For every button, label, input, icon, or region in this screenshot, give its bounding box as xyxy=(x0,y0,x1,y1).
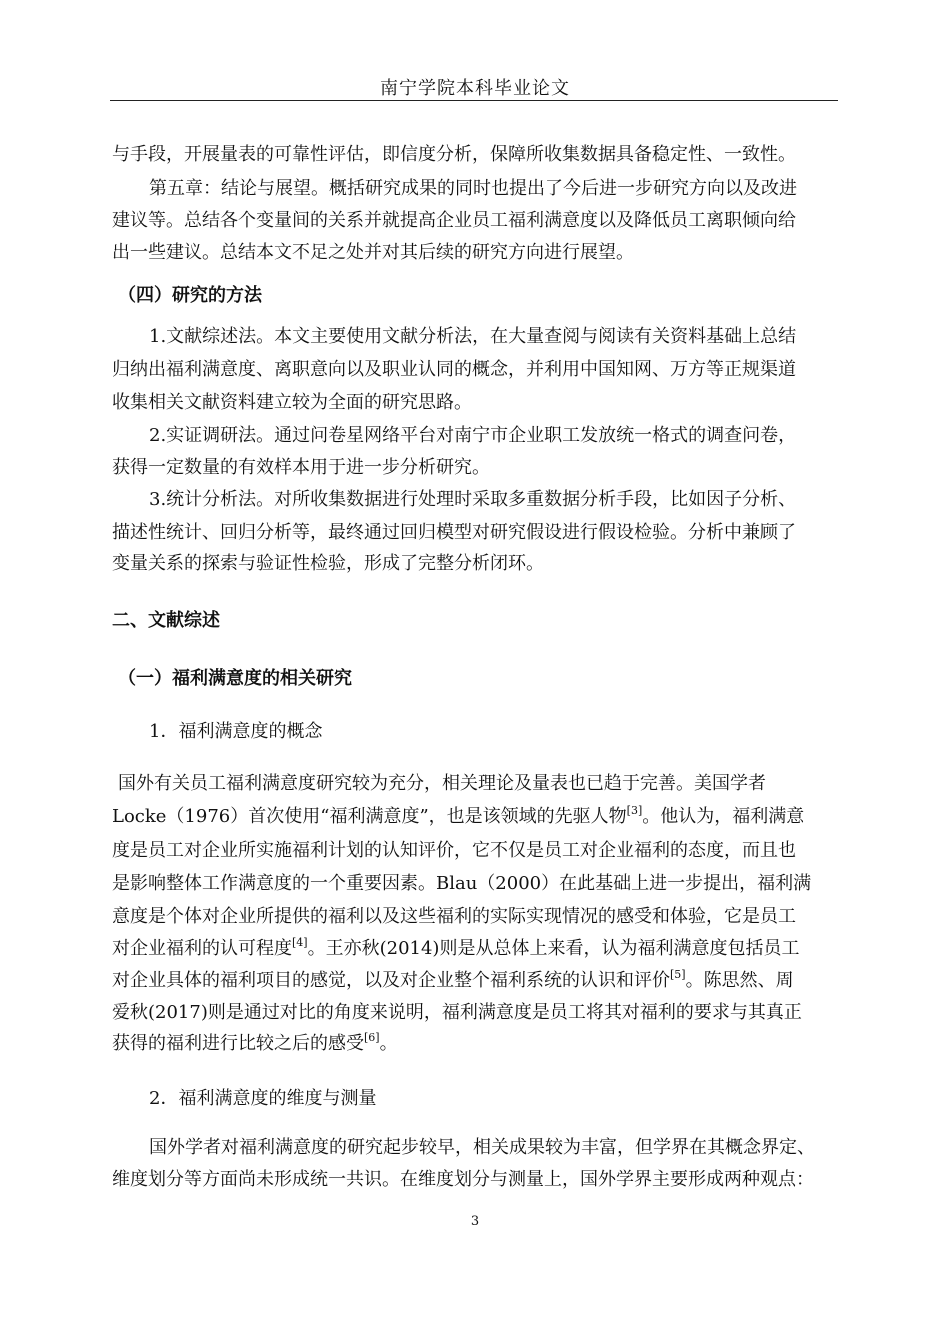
paragraph-line: 意度是个体对企业所提供的福利以及这些福利的实际实现情况的感受和体验，它是员工 xyxy=(112,906,796,927)
paragraph-line: 变量关系的探索与验证性检验，形成了完整分析闭环。 xyxy=(112,553,544,574)
paragraph-line: 度是员工对企业所实施福利计划的认知评价，它不仅是员工对企业福利的态度，而且也 xyxy=(112,840,796,861)
text-run: 对企业具体的福利项目的感觉，以及对企业整个福利系统的认识和评价 xyxy=(112,970,670,991)
paragraph-line: 2.实证调研法。通过问卷星网络平台对南宁市企业职工发放统一格式的调查问卷， xyxy=(149,425,797,446)
paragraph-line: 收集相关文献资料建立较为全面的研究思路。 xyxy=(112,392,472,413)
text-run: 对企业福利的认可程度 xyxy=(112,938,292,959)
page-number: 3 xyxy=(470,1214,480,1229)
paragraph-line: 国外有关员工福利满意度研究较为充分，相关理论及量表也已趋于完善。美国学者 xyxy=(118,773,766,794)
paragraph-line: 3.统计分析法。对所收集数据进行处理时采取多重数据分析手段，比如因子分析、 xyxy=(149,489,797,510)
text-run: 。王亦秋(2014)则是从总体上来看，认为福利满意度包括员工 xyxy=(307,938,800,959)
paragraph-line xyxy=(112,1031,840,1057)
text-run: 。 xyxy=(379,1033,398,1054)
paragraph-line: 与手段，开展量表的可靠性评估，即信度分析，保障所收集数据具备稳定性、一致性。 xyxy=(112,144,796,165)
paragraph-line: 爱秋(2017)则是通过对比的角度来说明，福利满意度是员工将其对福利的要求与其真正 xyxy=(112,1002,802,1023)
text-run: 。他认为，福利满意 xyxy=(642,806,805,827)
paragraph-line: 是影响整体工作满意度的一个重要因素。Blau（2000）在此基础上进一步提出，福利满 xyxy=(112,873,812,894)
subsection-heading: 2．福利满意度的维度与测量 xyxy=(149,1088,377,1109)
chapter-heading: 二、文献综述 xyxy=(112,610,220,631)
paragraph-line: 维度划分等方面尚未形成统一共识。在维度划分与测量上，国外学界主要形成两种观点： xyxy=(112,1169,814,1190)
paragraph-line: 建议等。总结各个变量间的关系并就提高企业员工福利满意度以及降低员工离职倾向给 xyxy=(112,210,796,231)
paragraph-line: 出一些建议。总结本文不足之处并对其后续的研究方向进行展望。 xyxy=(112,242,634,263)
section-heading: （四）研究的方法 xyxy=(118,285,262,306)
citation-ref: [4] xyxy=(292,936,308,949)
text-run: 获得的福利进行比较之后的感受 xyxy=(112,1033,364,1054)
text-run: Locke（1976）首次使用“福利满意度”，也是该领域的先驱人物 xyxy=(112,806,627,827)
paragraph-line xyxy=(112,968,840,994)
citation-ref: [6] xyxy=(364,1031,380,1044)
header-title: 南宁学院本科毕业论文 xyxy=(380,78,570,99)
text-run: 。陈思然、周 xyxy=(685,970,794,991)
paragraph-line: 归纳出福利满意度、离职意向以及职业认同的概念，并利用中国知网、万方等正规渠道 xyxy=(112,359,796,380)
paragraph-line: 获得一定数量的有效样本用于进一步分析研究。 xyxy=(112,457,490,478)
paragraph-line: 描述性统计、回归分析等，最终通过回归模型对研究假设进行假设检验。分析中兼顾了 xyxy=(112,522,796,543)
paragraph-line: 国外学者对福利满意度的研究起步较早，相关成果较为丰富，但学界在其概念界定、 xyxy=(149,1137,815,1158)
header-divider xyxy=(110,100,838,101)
paragraph-line xyxy=(112,804,840,830)
paragraph-line: 1.文献综述法。本文主要使用文献分析法，在大量查阅与阅读有关资料基础上总结 xyxy=(149,326,797,347)
section-heading: （一）福利满意度的相关研究 xyxy=(118,668,352,689)
citation-ref: [3] xyxy=(626,804,643,817)
paragraph-line: 第五章：结论与展望。概括研究成果的同时也提出了今后进一步研究方向以及改进 xyxy=(149,178,797,199)
paragraph-line xyxy=(112,936,840,962)
citation-ref: [5] xyxy=(670,968,686,981)
subsection-heading: 1．福利满意度的概念 xyxy=(149,721,323,742)
